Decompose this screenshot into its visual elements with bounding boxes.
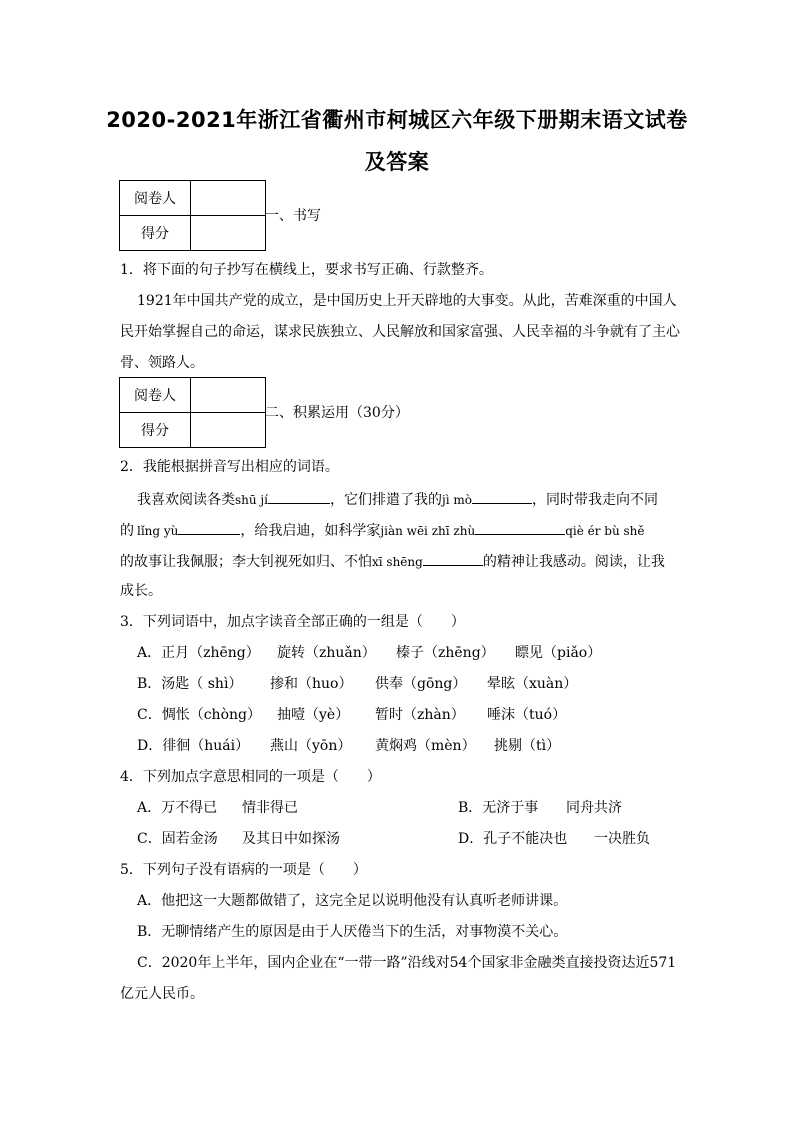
q3-option-a-word3: 榛子（zhēng） — [396, 645, 495, 661]
q3-option-b[interactable] — [137, 676, 578, 692]
pinyin-lingyu: lǐng yù — [137, 524, 179, 538]
q3-option-b-word3: 供奉（gōng） — [375, 676, 467, 692]
q4-option-d[interactable] — [458, 831, 650, 847]
question-5-stem: 5．下列句子没有语病的一项是（ ） — [120, 862, 367, 878]
answer-blank-2[interactable] — [472, 490, 532, 504]
q4-option-a[interactable] — [137, 800, 298, 816]
q5-option-b[interactable]: B．无聊情绪产生的原因是由于人厌倦当下的生活，对事物漠不关心。 — [137, 924, 568, 940]
q3-option-c-word4: 唾沫（tuó） — [487, 707, 567, 723]
question-3-stem: 3．下列词语中，加点字读音全部正确的一组是（ ） — [120, 614, 465, 630]
score-box-1 — [119, 180, 266, 251]
q4-option-c-word1: C．固若金汤 — [137, 831, 218, 847]
section-heading-accumulation: 二、积累运用（30分） — [265, 405, 409, 421]
q3-option-a[interactable] — [137, 645, 602, 661]
q4-option-a-word2: 情非得已 — [242, 800, 298, 816]
q3-option-d-word1: D．徘徊（huái） — [137, 738, 250, 754]
q1-passage-line1: 1921年中国共产党的成立，是中国历史上开天辟地的大事变。从此，苦难深重的中国人 — [137, 293, 677, 309]
q2-text: 的 — [120, 523, 134, 539]
q3-option-c[interactable] — [137, 707, 567, 723]
q2-line3 — [120, 552, 665, 570]
q2-text: 我喜欢阅读各类 — [137, 492, 235, 508]
reviewer-label: 阅卷人 — [120, 181, 191, 216]
score-box-2 — [119, 377, 266, 448]
score-label: 得分 — [120, 216, 191, 251]
q3-option-d[interactable] — [137, 738, 561, 754]
q1-passage-line3: 骨、领路人。 — [120, 355, 204, 371]
q4-option-c[interactable] — [137, 831, 340, 847]
q3-option-d-word2: 燕山（yōn） — [270, 738, 352, 754]
answer-blank-4[interactable] — [475, 521, 565, 535]
q4-option-b[interactable] — [458, 800, 622, 816]
pinyin-xisheng: xī shēng — [372, 555, 423, 569]
pinyin-qieerbushe: qiè ér bù shě — [565, 524, 645, 538]
question-1-stem: 1．将下面的句子抄写在横线上，要求书写正确、行款整齐。 — [120, 262, 493, 278]
answer-blank-6[interactable] — [423, 552, 483, 566]
pinyin-jimo: jì mò — [442, 493, 472, 507]
q3-option-c-word3: 暂时（zhàn） — [375, 707, 465, 723]
answer-blank-1[interactable] — [268, 490, 330, 504]
question-4-stem: 4．下列加点字意思相同的一项是（ ） — [120, 769, 381, 785]
q3-option-c-word1: C．惆怅（chòng） — [137, 707, 261, 723]
reviewer-field[interactable] — [191, 181, 266, 216]
q2-text: ，给我启迪，如科学家 — [240, 523, 381, 539]
q2-line1 — [137, 490, 658, 508]
q4-option-b-word1: B．无济于事 — [458, 800, 539, 816]
q4-option-d-word1: D．孔子不能决也 — [458, 831, 568, 847]
section-heading-writing: 一、书写 — [265, 208, 321, 224]
q4-option-a-word1: A．万不得已 — [137, 800, 218, 816]
q3-option-b-word1: B．汤匙（ shì） — [137, 676, 243, 692]
q5-option-c[interactable]: C．2020年上半年，国内企业在“一带一路”沿线对54个国家非金融类直接投资达近571 — [137, 955, 677, 971]
score-label: 得分 — [120, 413, 191, 448]
q4-option-b-word2: 同舟共济 — [566, 800, 622, 816]
q5-option-a[interactable]: A．他把这一大题都做错了，这完全足以说明他没有认真听老师讲课。 — [137, 893, 568, 909]
pinyin-shuji: shū jí — [235, 493, 268, 507]
q3-option-a-word1: A．正月（zhēng） — [137, 645, 260, 661]
q2-text: ，它们排遣了我的 — [330, 492, 442, 508]
q3-option-d-word4: 挑剔（tì） — [494, 738, 561, 754]
q3-option-a-word4: 瞟见（piǎo） — [515, 645, 602, 661]
score-field[interactable] — [191, 216, 266, 251]
q2-line2 — [120, 521, 645, 539]
pinyin-jianweizhizhu: jiàn wēi zhī zhù — [380, 524, 476, 538]
q2-line4: 成长。 — [120, 583, 162, 599]
q2-text: 的故事让我佩服；李大钊视死如归、不怕 — [120, 554, 372, 570]
q2-text: ，同时带我走向不同 — [531, 492, 658, 508]
q3-option-a-word2: 旋转（zhuǎn） — [277, 645, 376, 661]
answer-blank-3[interactable] — [178, 521, 240, 535]
q3-option-b-word2: 掺和（huo） — [270, 676, 353, 692]
q3-option-d-word3: 黄焖鸡（mèn） — [375, 738, 476, 754]
q5-option-c-continued: 亿元人民币。 — [120, 986, 204, 1002]
q4-option-c-word2: 及其日中如探汤 — [242, 831, 340, 847]
reviewer-label: 阅卷人 — [120, 378, 191, 413]
reviewer-field[interactable] — [191, 378, 266, 413]
q3-option-b-word4: 晕眩（xuàn） — [487, 676, 578, 692]
q4-option-d-word2: 一决胜负 — [594, 831, 650, 847]
q2-text: 的精神让我感动。阅读，让我 — [482, 554, 665, 570]
page-title-continued: 及答案 — [364, 150, 430, 174]
q1-passage-line2: 民开始掌握自己的命运，谋求民族独立、人民解放和国家富强、人民幸福的斗争就有了主心 — [120, 324, 680, 340]
q3-option-c-word2: 抽噎（yè） — [277, 707, 350, 723]
question-2-stem: 2．我能根据拼音写出相应的词语。 — [120, 459, 339, 475]
page-title: 2020-2021年浙江省衢州市柯城区六年级下册期末语文试卷 — [106, 108, 688, 132]
score-field[interactable] — [191, 413, 266, 448]
